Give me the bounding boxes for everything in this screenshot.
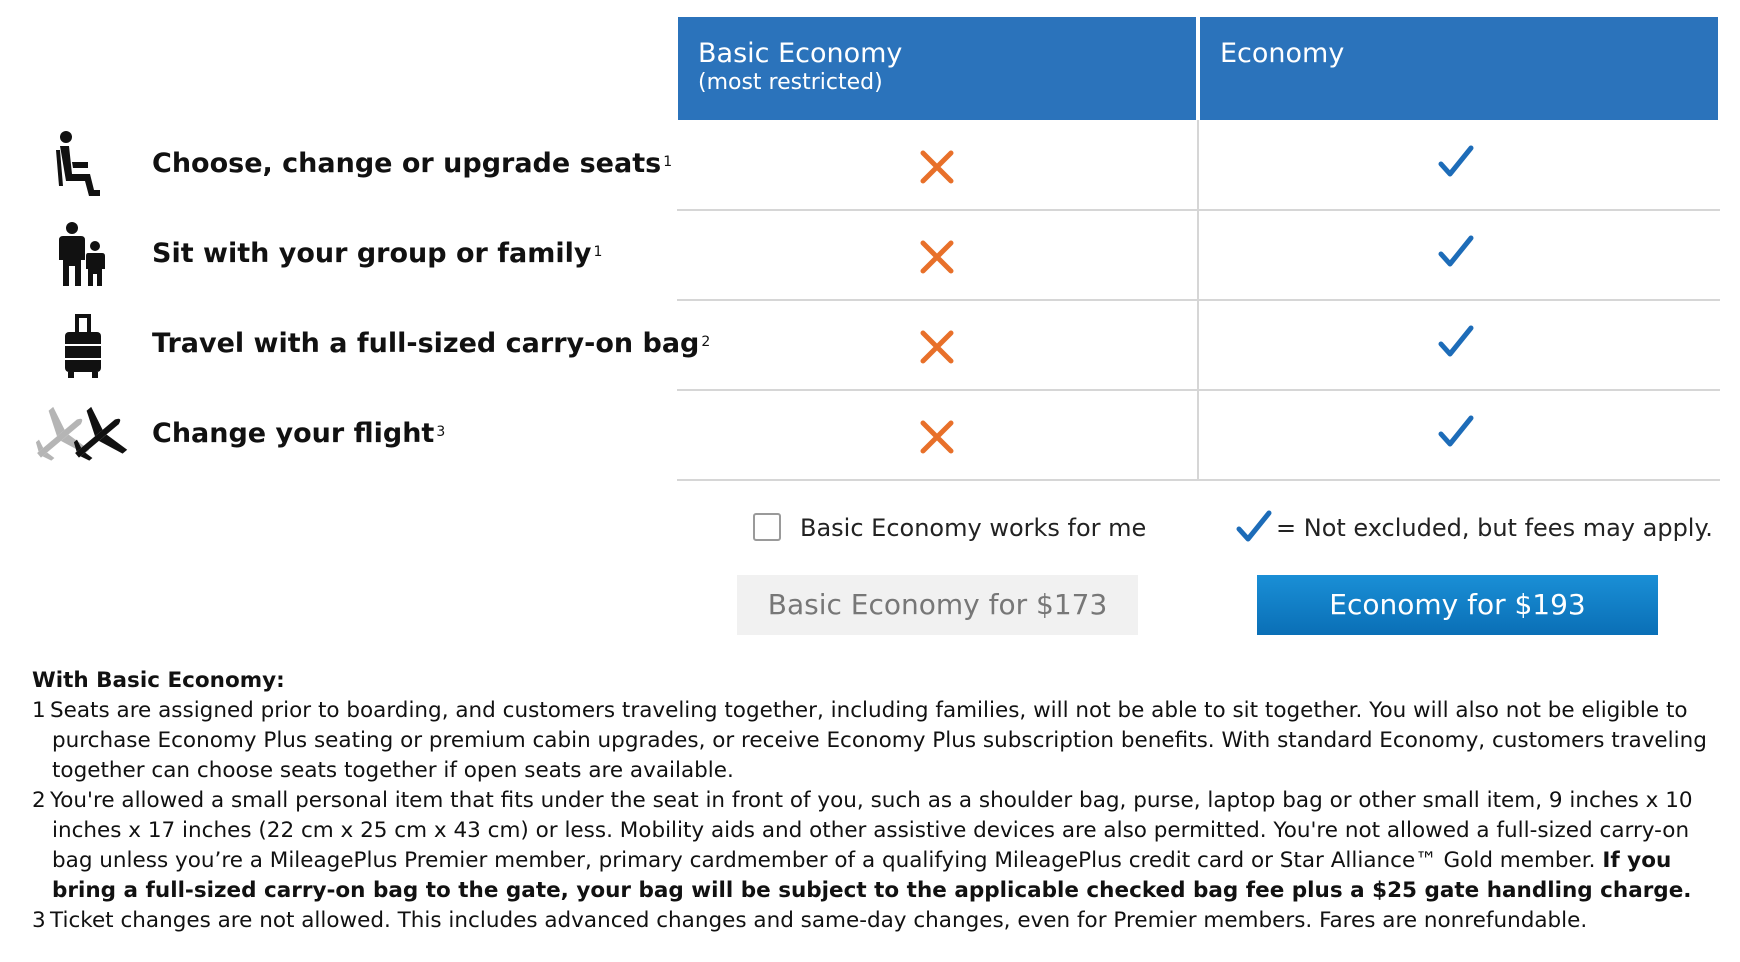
footnotes xyxy=(32,666,1722,936)
feature-label: Sit with your group or family $^1$ xyxy=(152,238,603,269)
excluded-x-icon xyxy=(918,238,956,280)
basic-economy-column-header xyxy=(678,17,1196,120)
feature-label: Travel with a full-sized carry-on bag $^2$ xyxy=(152,328,711,359)
legend-text: = Not excluded, but fees may apply. xyxy=(1276,514,1713,542)
basic-economy-header-title: Basic Economy xyxy=(698,38,903,69)
basic-economy-header-subtitle: (most restricted) xyxy=(698,70,883,95)
feature-label: Change your flight $^3$ xyxy=(152,418,446,449)
economy-select-button[interactable]: Economy for $193 xyxy=(1257,575,1658,635)
carry-on-bag-icon xyxy=(62,312,104,384)
excluded-x-icon xyxy=(918,148,956,190)
included-check-icon xyxy=(1438,145,1474,183)
footnote-text: Ticket changes are not allowed. This includes advanced changes and same-day changes, even for Premier members. Fares are nonrefundable. xyxy=(50,908,1588,933)
seat-icon xyxy=(56,130,110,202)
basic-economy-select-button[interactable]: Basic Economy for $173 xyxy=(737,575,1138,635)
footnote-text: You're allowed a small personal item that fits under the seat in front of you, such as a shoulder bag, purse, laptop bag or other small item, 9 inches x 10 inches x 17 inches (22 cm x 25 cm x 43 cm) or less. Mobility aids and other assistive devices are also permitted. You're not allowed a full-sized carry-on bag unless you’re a MileagePlus Premier member, primary cardmember of a qualifying MileagePlus credit card or Star Alliance™ Gold member. xyxy=(50,788,1693,873)
economy-header-title: Economy xyxy=(1220,38,1345,69)
included-check-icon xyxy=(1438,325,1474,363)
footnote-text: Seats are assigned prior to boarding, and customers traveling together, including families, will not be able to sit together. You will also not be eligible to purchase Economy Plus seating or premium cabin upgrades, or receive Economy Plus subscription benefits. With standard Economy, customers traveling together can choose seats together if open seats are available. xyxy=(50,698,1707,783)
footnote-number: 3 xyxy=(32,908,46,933)
basic-economy-works-checkbox[interactable] xyxy=(753,513,781,541)
included-check-icon xyxy=(1438,415,1474,453)
footnote-item xyxy=(32,696,1722,786)
excluded-x-icon xyxy=(918,328,956,370)
basic-economy-works-label[interactable]: Basic Economy works for me xyxy=(800,514,1147,542)
footnote-item xyxy=(32,786,1722,906)
family-icon xyxy=(58,222,106,292)
legend-check-icon xyxy=(1236,510,1272,548)
footnote-item xyxy=(32,906,1722,936)
footnote-number: 2 xyxy=(32,788,46,813)
footnote-number: 1 xyxy=(32,698,46,723)
included-check-icon xyxy=(1438,235,1474,273)
airplanes-icon xyxy=(34,400,134,474)
footnote-bold-text: If you bring a full-sized carry-on bag to the gate, your bag will be subject to the applicable checked bag fee plus a $25 gate handling charge. xyxy=(52,848,1692,903)
footnotes-heading: With Basic Economy: xyxy=(32,668,285,693)
excluded-x-icon xyxy=(918,418,956,460)
feature-label: Choose, change or upgrade seats $^1$ xyxy=(152,148,673,179)
economy-column-header xyxy=(1200,17,1718,120)
column-divider xyxy=(1197,120,1199,481)
